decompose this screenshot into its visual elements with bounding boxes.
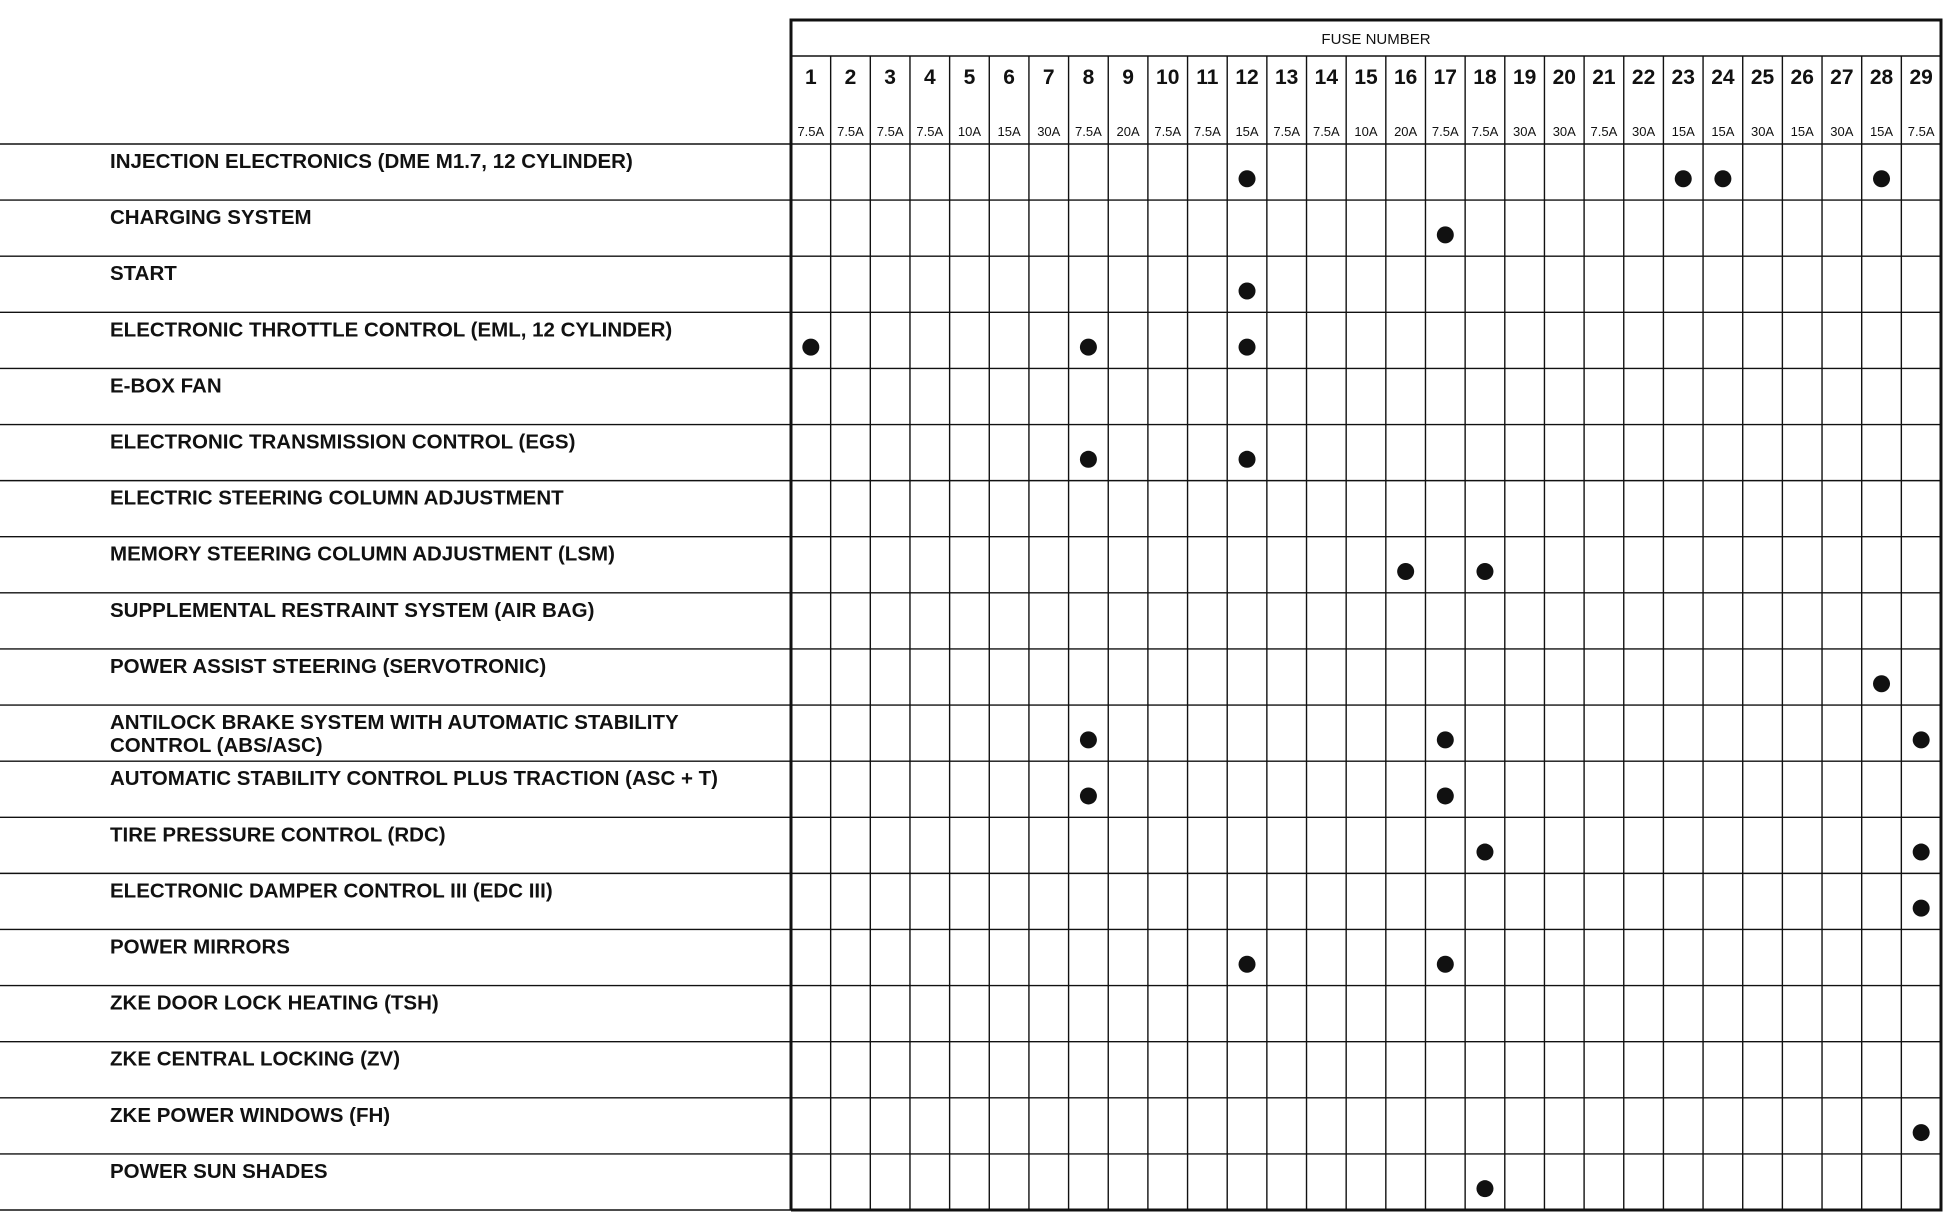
fuse-marker (1239, 451, 1256, 468)
system-label: ELECTRONIC THROTTLE CONTROL (EML, 12 CYLINDER) (110, 318, 673, 342)
fuse-marker (1476, 563, 1493, 580)
system-row (110, 1104, 390, 1127)
fuse-marker (1437, 731, 1454, 748)
fuse-number: 26 (1790, 66, 1814, 89)
fuse-rating: 10A (957, 124, 982, 139)
fuse-marker (1239, 339, 1256, 356)
fuse-rating: 7.5A (1154, 124, 1182, 139)
system-row (110, 1160, 328, 1183)
system-row (110, 150, 633, 173)
system-label: ANTILOCK BRAKE SYSTEM WITH AUTOMATIC STABILITY (110, 711, 679, 735)
system-row (110, 823, 446, 846)
fuse-rating: 30A (1513, 124, 1537, 139)
system-row (110, 543, 615, 566)
system-row (110, 879, 553, 902)
fuse-marker (1080, 339, 1097, 356)
fuse-rating: 7.5A (1273, 124, 1301, 139)
fuse-marker (1714, 170, 1731, 187)
system-row (110, 599, 594, 622)
fuse-rating: 7.5A (797, 124, 825, 139)
fuse-rating: 7.5A (876, 124, 904, 139)
system-row (110, 767, 718, 790)
fuse-rating: 30A (1830, 124, 1854, 139)
fuse-number: 3 (884, 66, 896, 89)
fuse-number: 8 (1082, 66, 1095, 89)
fuse-rating: 7.5A (1907, 124, 1935, 139)
fuse-rating: 7.5A (837, 124, 864, 139)
fuse-rating: 7.5A (1075, 124, 1102, 139)
fuse-number: 13 (1275, 66, 1299, 89)
fuse-number: 12 (1235, 66, 1259, 89)
system-row (110, 318, 672, 341)
fuse-rating: 15A (1790, 124, 1814, 139)
fuse-number: 17 (1433, 66, 1457, 89)
fuse-rating: 7.5A (1471, 124, 1499, 139)
system-row (110, 655, 546, 678)
system-row (110, 711, 679, 757)
fuse-number: 21 (1592, 66, 1616, 89)
system-label: INJECTION ELECTRONICS (DME M1.7, 12 CYLINDER) (110, 150, 633, 173)
fuse-number: 14 (1314, 66, 1339, 89)
system-label: ELECTRIC STEERING COLUMN ADJUSTMENT (110, 486, 564, 510)
header-title: FUSE NUMBER (1321, 31, 1431, 48)
fuse-markers (802, 170, 1929, 1197)
system-label: START (110, 262, 177, 286)
fuse-rating: 15A (1869, 124, 1894, 139)
fuse-marker (1239, 956, 1256, 973)
fuse-marker (1080, 451, 1097, 468)
fuse-rating: 15A (1235, 124, 1259, 139)
fuse-marker (1437, 226, 1454, 243)
fuse-marker (1913, 844, 1930, 861)
system-label: ZKE CENTRAL LOCKING (ZV) (110, 1047, 401, 1071)
system-labels (110, 150, 718, 1183)
system-row (110, 262, 177, 285)
fuse-rating: 7.5A (916, 124, 944, 139)
fuse-number: 27 (1830, 66, 1854, 89)
fuse-marker (1437, 956, 1454, 973)
system-row (110, 992, 439, 1015)
fuse-number: 16 (1393, 66, 1418, 89)
fuse-marker (1873, 170, 1890, 187)
fuse-rating: 20A (1116, 124, 1140, 139)
fuse-rating: 15A (1711, 124, 1735, 139)
system-row (110, 206, 312, 229)
system-label: TIRE PRESSURE CONTROL (RDC) (110, 823, 446, 847)
system-label: ELECTRONIC TRANSMISSION CONTROL (EGS) (110, 430, 576, 454)
fuse-rating: 30A (1037, 124, 1061, 139)
system-label: POWER ASSIST STEERING (SERVOTRONIC) (110, 654, 547, 678)
fuse-marker (1675, 170, 1692, 187)
fuse-marker (1239, 170, 1256, 187)
fuse-number: 1 (804, 66, 817, 89)
fuse-rating: 20A (1394, 124, 1418, 139)
fuse-number: 10 (1156, 66, 1180, 89)
system-label: MEMORY STEERING COLUMN ADJUSTMENT (LSM) (110, 542, 615, 566)
fuse-number: 18 (1473, 66, 1497, 89)
system-label: ZKE POWER WINDOWS (FH) (110, 1103, 391, 1127)
system-row (110, 431, 575, 454)
fuse-number: 5 (963, 66, 976, 89)
fuse-number: 4 (923, 66, 936, 89)
fuse-marker (1080, 787, 1097, 804)
fuse-number: 11 (1196, 66, 1219, 89)
fuse-number: 28 (1869, 66, 1894, 89)
fuse-rating: 7.5A (1194, 124, 1221, 139)
system-label: AUTOMATIC STABILITY CONTROL PLUS TRACTION (ASC + T) (110, 767, 718, 791)
fuse-marker (1913, 731, 1930, 748)
fuse-marker (1397, 563, 1414, 580)
fuse-number: 19 (1512, 66, 1537, 89)
fuse-marker (1239, 282, 1256, 299)
fuse-marker (1913, 1124, 1930, 1141)
fuse-rating: 7.5A (1312, 124, 1340, 139)
system-row (110, 935, 290, 958)
fuse-marker (1476, 1180, 1493, 1197)
fuse-header (797, 31, 1934, 139)
fuse-number: 7 (1042, 66, 1055, 89)
system-label: POWER SUN SHADES (110, 1159, 328, 1183)
system-row (110, 1048, 400, 1071)
fuse-number: 29 (1909, 66, 1933, 89)
fuse-marker (1080, 731, 1097, 748)
system-label: CONTROL (ABS/ASC) (110, 734, 323, 758)
fuse-rating: 10A (1354, 124, 1378, 139)
fuse-marker (1873, 675, 1890, 692)
system-row (110, 487, 564, 510)
fuse-rating: 7.5A (1590, 124, 1618, 139)
system-label: ZKE DOOR LOCK HEATING (TSH) (110, 991, 439, 1015)
fuse-rating: 7.5A (1431, 124, 1459, 139)
fuse-number: 23 (1671, 66, 1695, 89)
fuse-marker (802, 339, 819, 356)
fuse-number: 6 (1003, 66, 1015, 89)
system-label: E-BOX FAN (110, 374, 222, 398)
system-label: SUPPLEMENTAL RESTRAINT SYSTEM (AIR BAG) (110, 598, 595, 622)
fuse-number: 15 (1354, 66, 1378, 89)
grid-frame (791, 20, 1941, 1210)
fuse-rating: 15A (1671, 124, 1695, 139)
fuse-marker (1437, 787, 1454, 804)
fuse-number: 24 (1711, 66, 1735, 89)
fuse-rating: 30A (1552, 124, 1576, 139)
fuse-number: 9 (1122, 66, 1134, 89)
system-label: ELECTRONIC DAMPER CONTROL III (EDC III) (110, 879, 553, 903)
system-row (110, 374, 222, 397)
fuse-rating: 30A (1632, 124, 1656, 139)
fuse-number: 20 (1552, 66, 1576, 89)
fuse-number: 25 (1750, 66, 1775, 89)
fuse-marker (1476, 844, 1493, 861)
system-label: CHARGING SYSTEM (110, 206, 312, 230)
fuse-marker (1913, 900, 1930, 917)
fuse-rating: 15A (997, 124, 1021, 139)
fuse-number: 2 (844, 66, 857, 89)
system-label: POWER MIRRORS (110, 935, 290, 959)
fuse-rating: 30A (1750, 124, 1775, 139)
fuse-number: 22 (1631, 66, 1656, 89)
